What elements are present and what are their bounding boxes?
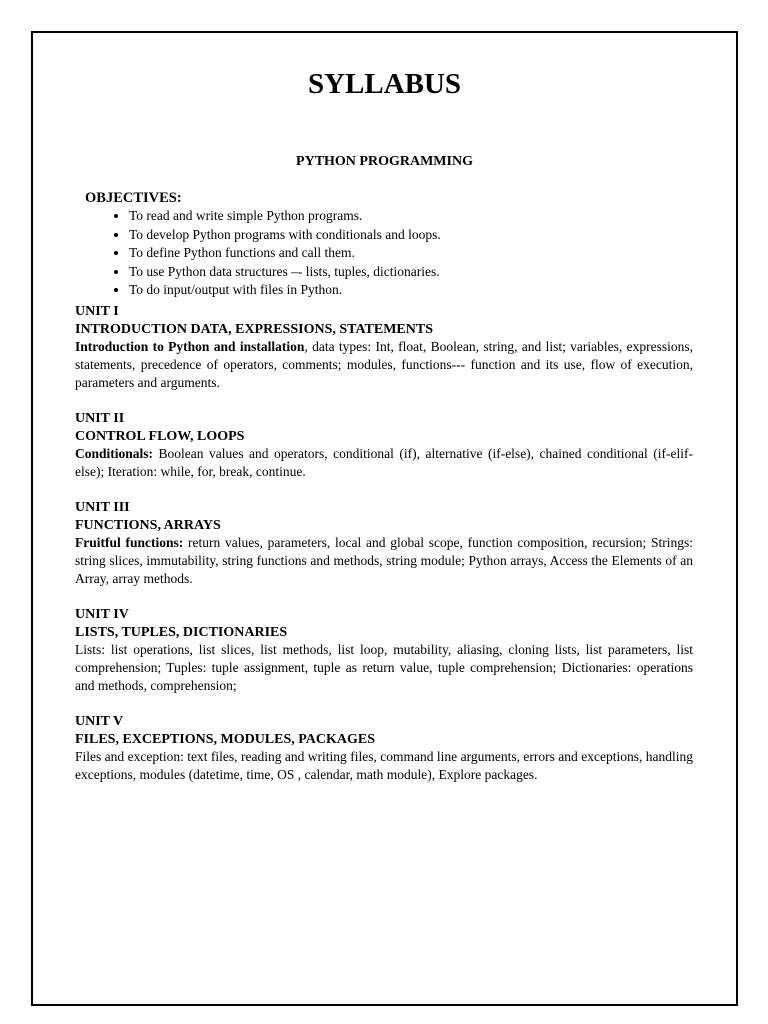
unit-title: LISTS, TUPLES, DICTIONARIES [75,624,288,640]
unit-body-text: , data types: Int, float, Boolean, string, and list; variables, expressions, statements, precedence of operators, comments; modules, functions--- function and its use, flow of execution, parameters and arguments. [75,339,693,390]
unit-title: FUNCTIONS, ARRAYS [75,517,221,533]
document-title: SYLLABUS [307,68,462,100]
unit-description [75,641,693,695]
unit-description [75,748,693,784]
objective-item: • To do input/output with files in Python. [129,281,705,300]
unit-lead-text: Introduction to Python and installation [75,339,305,354]
objective-item: • To develop Python programs with conditionals and loops. [129,226,705,245]
unit-description [75,445,693,481]
unit-3 [75,499,693,588]
unit-title: INTRODUCTION DATA, EXPRESSIONS, STATEMENTS [75,321,433,337]
unit-label: UNIT IV [75,607,129,622]
unit-lead-text: Fruitful functions: [75,535,184,550]
unit-body-text: Lists: list operations, list slices, list methods, list loop, mutability, aliasing, cloning lists, list parameters, list comprehension; Tuples: tuple assignment, tuple as return value, tuple comprehension; Dictionaries: operations and methods, comprehension; [75,642,693,693]
unit-4 [75,606,693,695]
unit-label: UNIT I [75,304,119,319]
unit-label: UNIT V [75,714,124,729]
unit-title: FILES, EXCEPTIONS, MODULES, PACKAGES [75,731,376,747]
unit-5 [75,713,693,784]
objective-item: • To use Python data structures –- lists, tuples, dictionaries. [129,263,705,282]
units-section [75,303,693,802]
unit-label: UNIT III [75,500,130,515]
unit-1 [75,303,693,392]
objectives-section [85,189,705,300]
unit-description [75,534,693,588]
unit-title: CONTROL FLOW, LOOPS [75,428,245,444]
unit-2 [75,410,693,481]
unit-description [75,338,693,392]
unit-body-text: Files and exception: text files, reading and writing files, command line arguments, errors and exceptions, handling exceptions, modules (datetime, time, OS , calendar, math module), Explore packages. [75,749,693,782]
objectives-list [85,207,705,300]
unit-body-text: return values, parameters, local and global scope, function composition, recursion; Strings: string slices, immutability, string functions and methods, string module; Python arrays, Access the Elements of an Array, array methods. [75,535,693,586]
unit-lead-text: Conditionals: [75,446,154,461]
objective-item: • To read and write simple Python programs. [129,207,705,226]
course-title: PYTHON PROGRAMMING [296,154,473,169]
unit-label: UNIT II [75,411,125,426]
unit-body-text: Boolean values and operators, conditional (if), alternative (if-else), chained conditional (if-elif-else); Iteration: while, for, break, continue. [75,446,693,479]
objective-item: • To define Python functions and call them. [129,244,705,263]
objectives-heading: OBJECTIVES: [85,190,182,206]
